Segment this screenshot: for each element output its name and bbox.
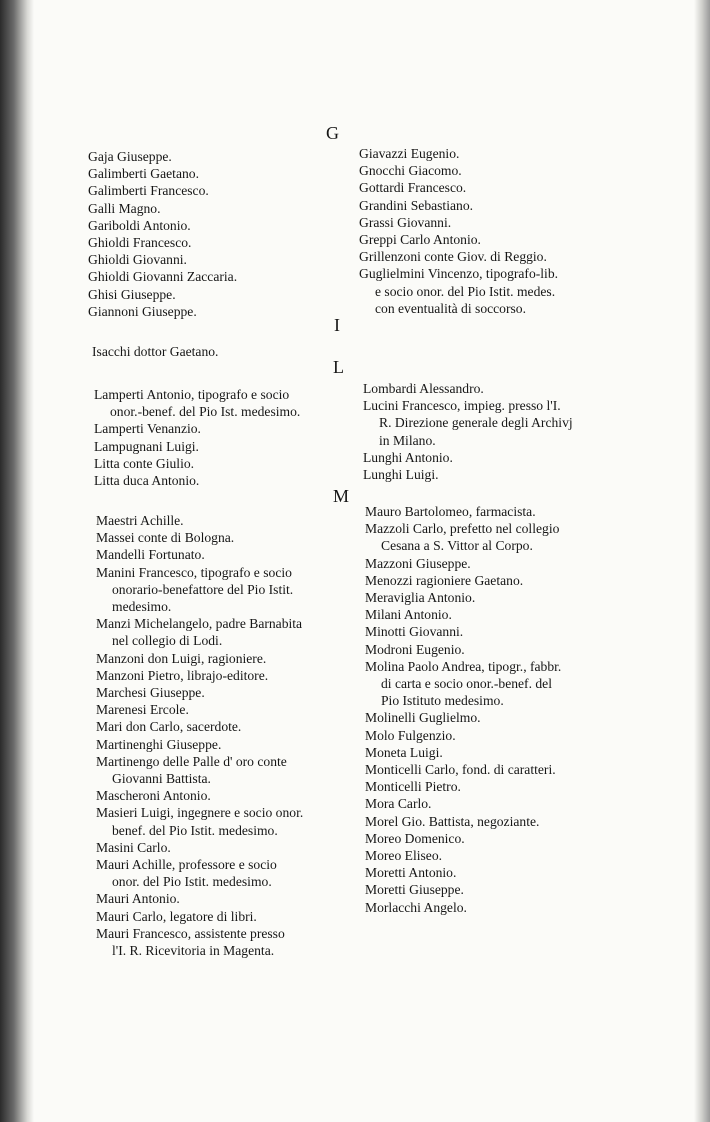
entry-name: Mauri Achille, professore e socio (96, 857, 277, 873)
entry-name: Lombardi Alessandro. (363, 381, 484, 396)
entry-name: Galimberti Gaetano. (88, 166, 199, 182)
entry-name: Lampugnani Luigi. (94, 438, 199, 454)
list-entry (96, 787, 303, 804)
entry-name: Marenesi Ercole. (96, 702, 189, 718)
list-entry (365, 847, 561, 864)
entry-name: Masieri Luigi, ingegnere e socio onor. (96, 805, 304, 821)
list-entry (96, 753, 303, 787)
entry-name: Masini Carlo. (96, 839, 171, 855)
list-entry (88, 251, 237, 268)
list-entry (359, 162, 558, 179)
list-entry (363, 466, 573, 483)
list-entry (365, 520, 561, 554)
list-entry (96, 684, 303, 701)
entry-name: Mari don Carlo, sacerdote. (96, 719, 242, 735)
section-letter-m: M (333, 486, 350, 506)
list-entry (365, 606, 561, 623)
entry-name: Manzi Michelangelo, padre Barnabita (96, 616, 303, 632)
section-i-left-column (92, 343, 218, 360)
section-letter-g: G (326, 123, 339, 143)
list-entry (96, 546, 303, 563)
entry-name: Manzoni Pietro, librajo-editore. (96, 667, 269, 683)
entry-name: Monticelli Pietro. (365, 779, 461, 795)
list-entry (363, 449, 573, 466)
list-entry (96, 615, 303, 649)
entry-continuation: l'I. R. Ricevitoria in Magenta. (112, 943, 275, 959)
list-entry (96, 839, 303, 856)
entry-name: Monticelli Carlo, fond. di caratteri. (365, 762, 556, 778)
entry-name: Morel Gio. Battista, negoziante. (365, 813, 540, 829)
section-g-left-column (88, 148, 237, 320)
entry-name: Moretti Antonio. (365, 865, 457, 881)
list-entry (96, 564, 303, 616)
list-entry (88, 286, 237, 303)
list-entry (96, 856, 303, 890)
list-entry (365, 641, 561, 658)
entry-continuation: e socio onor. del Pio Istit. medes. (375, 283, 556, 299)
list-entry (365, 761, 561, 778)
entry-name: Giannoni Giuseppe. (88, 303, 197, 319)
entry-name: Isacchi dottor Gaetano. (92, 344, 219, 359)
list-entry (96, 529, 303, 546)
entry-name: Massei conte di Bologna. (96, 530, 235, 546)
entry-name: Lunghi Luigi. (363, 467, 439, 483)
entry-name: Lamperti Venanzio. (94, 421, 201, 437)
list-entry (88, 148, 237, 165)
entry-name: Manini Francesco, tipografo e socio (96, 564, 292, 580)
list-entry (88, 217, 237, 234)
list-entry (94, 420, 300, 437)
entry-name: Mauri Antonio. (96, 891, 180, 907)
entry-name: Lamperti Antonio, tipografo e socio (94, 387, 290, 402)
entry-name: Greppi Carlo Antonio. (359, 232, 481, 248)
list-entry (94, 438, 300, 455)
list-entry (365, 795, 561, 812)
list-entry (359, 248, 558, 265)
entry-continuation: medesimo. (112, 599, 172, 615)
list-entry (96, 667, 303, 684)
list-entry (96, 718, 303, 735)
entry-name: Mauri Francesco, assistente presso (96, 925, 285, 941)
page-shadow-left (0, 0, 34, 1122)
entry-name: Manzoni don Luigi, ragioniere. (96, 650, 267, 666)
entry-name: Galli Magno. (88, 200, 161, 216)
list-entry (359, 214, 558, 231)
list-entry (88, 234, 237, 251)
entry-name: Menozzi ragioniere Gaetano. (365, 572, 524, 588)
entry-name: Marchesi Giuseppe. (96, 685, 205, 701)
list-entry (96, 804, 303, 838)
entry-name: Mauri Carlo, legatore di libri. (96, 908, 257, 924)
entry-name: Modroni Eugenio. (365, 641, 465, 657)
entry-name: Ghioldi Giovanni. (88, 252, 187, 268)
entry-name: Litta conte Giulio. (94, 455, 195, 471)
entry-name: Mascheroni Antonio. (96, 788, 211, 804)
list-entry (88, 268, 237, 285)
list-entry (365, 709, 561, 726)
list-entry (365, 623, 561, 640)
list-entry (88, 303, 237, 320)
entry-name: Mazzoli Carlo, prefetto nel collegio (365, 521, 560, 537)
entry-name: Milani Antonio. (365, 607, 452, 623)
list-entry (359, 265, 558, 317)
entry-name: Grandini Sebastiano. (359, 197, 474, 213)
section-m-left-column (96, 512, 303, 959)
list-entry (359, 179, 558, 196)
section-letter-i: I (334, 315, 340, 335)
entry-name: Gottardi Francesco. (359, 180, 467, 196)
list-entry (94, 455, 300, 472)
entry-name: Molo Fulgenzio. (365, 727, 456, 743)
list-entry (365, 589, 561, 606)
list-entry (96, 650, 303, 667)
entry-name: Martinengo delle Palle d' oro conte (96, 753, 287, 769)
entry-name: Meraviglia Antonio. (365, 590, 476, 606)
entry-continuation: Cesana a S. Vittor al Corpo. (381, 538, 533, 554)
entry-name: Minotti Giovanni. (365, 624, 464, 640)
entry-name: Lucini Francesco, impieg. presso l'I. (363, 398, 561, 414)
entry-name: Giavazzi Eugenio. (359, 146, 460, 161)
section-m-right-column (365, 503, 561, 916)
entry-name: Morlacchi Angelo. (365, 899, 467, 915)
entry-continuation: Giovanni Battista. (112, 771, 211, 787)
entry-continuation: nel collegio di Lodi. (112, 633, 223, 649)
entry-name: Moneta Luigi. (365, 744, 443, 760)
entry-name: Ghioldi Francesco. (88, 235, 192, 251)
list-entry (365, 727, 561, 744)
entry-name: Guglielmini Vincenzo, tipografo-lib. (359, 266, 559, 282)
list-entry (359, 231, 558, 248)
entry-name: Molinelli Guglielmo. (365, 710, 481, 726)
list-entry (92, 343, 218, 360)
list-entry (96, 736, 303, 753)
entry-name: Moreo Domenico. (365, 830, 465, 846)
list-entry (365, 830, 561, 847)
list-entry (96, 512, 303, 529)
list-entry (365, 864, 561, 881)
list-entry (88, 182, 237, 199)
section-l-right-column (363, 380, 573, 483)
entry-continuation: in Milano. (379, 432, 436, 448)
list-entry (365, 555, 561, 572)
entry-name: Ghisi Giuseppe. (88, 286, 176, 302)
entry-name: Maestri Achille. (96, 513, 184, 528)
entry-name: Grassi Giovanni. (359, 214, 452, 230)
entry-continuation: di carta e socio onor.-benef. del (381, 676, 552, 692)
list-entry (363, 397, 573, 449)
entry-name: Mora Carlo. (365, 796, 432, 812)
list-entry (365, 899, 561, 916)
list-entry (365, 744, 561, 761)
section-letter-l: L (333, 357, 344, 377)
entry-name: Martinenghi Giuseppe. (96, 736, 222, 752)
list-entry (359, 197, 558, 214)
list-entry (359, 145, 558, 162)
list-entry (363, 380, 573, 397)
entry-name: Gaja Giuseppe. (88, 149, 172, 164)
entry-continuation: benef. del Pio Istit. medesimo. (112, 822, 278, 838)
entry-continuation: onor. del Pio Istit. medesimo. (112, 874, 272, 890)
page-shadow-right (694, 0, 710, 1122)
list-entry (365, 813, 561, 830)
list-entry (365, 658, 561, 710)
entry-name: Molina Paolo Andrea, tipogr., fabbr. (365, 658, 562, 674)
entry-continuation: onorario-benefattore del Pio Istit. (112, 581, 294, 597)
list-entry (365, 503, 561, 520)
entry-name: Mauro Bartolomeo, farmacista. (365, 504, 536, 519)
section-g-right-column (359, 145, 558, 317)
entry-name: Lunghi Antonio. (363, 449, 453, 465)
entry-name: Ghioldi Giovanni Zaccaria. (88, 269, 238, 285)
entry-continuation: R. Direzione generale degli Archivj (379, 415, 573, 431)
entry-name: Moreo Eliseo. (365, 848, 443, 864)
section-l-left-column (94, 386, 300, 489)
list-entry (96, 701, 303, 718)
entry-name: Galimberti Francesco. (88, 183, 209, 199)
entry-name: Mazzoni Giuseppe. (365, 555, 471, 571)
list-entry (96, 908, 303, 925)
entry-name: Gariboldi Antonio. (88, 217, 191, 233)
list-entry (94, 386, 300, 420)
entry-name: Grillenzoni conte Giov. di Reggio. (359, 249, 547, 265)
list-entry (365, 778, 561, 795)
list-entry (88, 165, 237, 182)
entry-name: Moretti Giuseppe. (365, 882, 464, 898)
entry-name: Gnocchi Giacomo. (359, 163, 462, 179)
list-entry (94, 472, 300, 489)
list-entry (96, 925, 303, 959)
list-entry (88, 200, 237, 217)
list-entry (365, 881, 561, 898)
entry-name: Mandelli Fortunato. (96, 547, 205, 563)
entry-name: Litta duca Antonio. (94, 473, 200, 489)
list-entry (365, 572, 561, 589)
entry-continuation: con eventualità di soccorso. (375, 300, 526, 316)
entry-continuation: Pio Istituto medesimo. (381, 693, 504, 709)
entry-continuation: onor.-benef. del Pio Ist. medesimo. (110, 404, 301, 420)
list-entry (96, 890, 303, 907)
